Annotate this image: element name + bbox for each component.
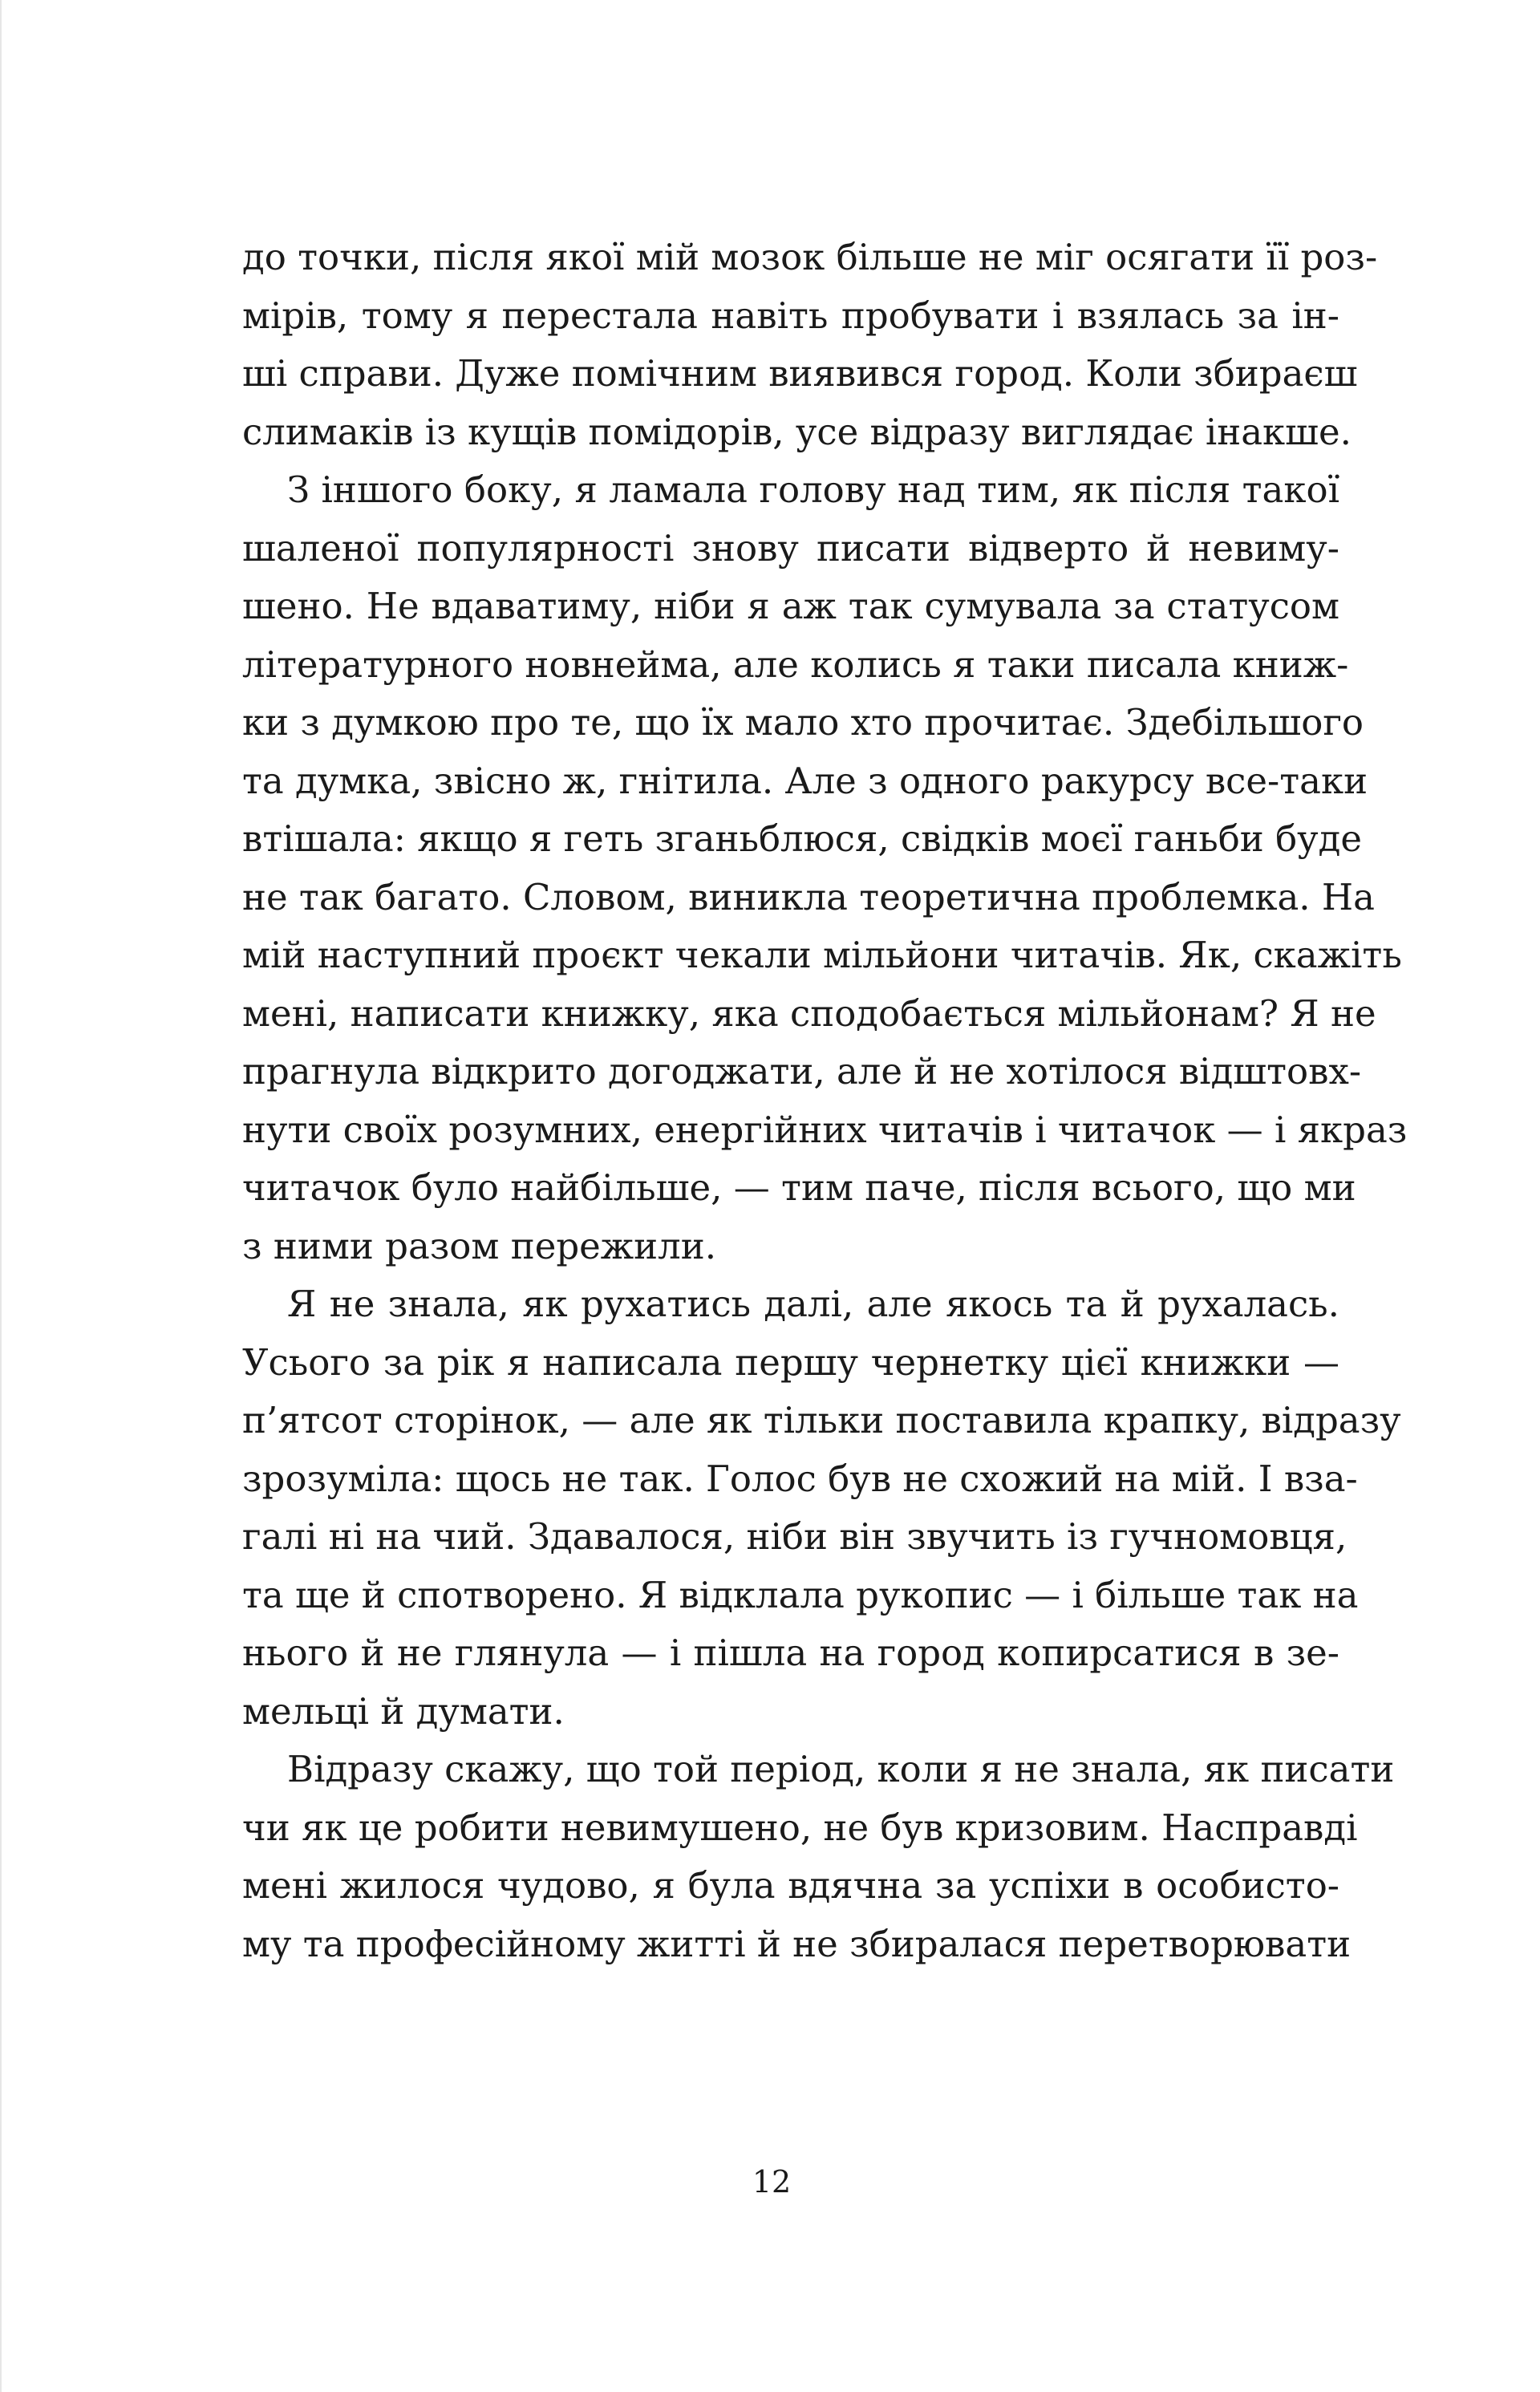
paragraph [242,1741,1395,1973]
text-line: шено. Не вдаватиму, ніби я аж так сумувала за статусом [242,585,1339,627]
page-number: 12 [752,2164,792,2199]
text-line: читачок було найбільше, — тим паче, після всього, що ми [242,1166,1356,1209]
text-line: з ними разом пережили. [242,1224,717,1267]
text-line: мені жилося чудово, я була вдячна за успіхи в особисто- [242,1864,1339,1907]
text-line: Усього за рік я написала першу чернетку цієї книжки — [242,1340,1339,1384]
text-line: галі ні на чий. Здавалося, ніби він звучить із гучномовця, [242,1515,1348,1558]
paragraph [242,461,1408,1275]
text-line: прагнула відкрито догоджати, але й не хотілося відштовх- [242,1050,1362,1093]
text-line: ші справи. Дуже помічним виявився город. Коли збираєш [242,352,1358,395]
text-line: мірів, тому я перестала навіть пробувати і взялась за ін- [242,294,1339,337]
text-line: мені, написати книжку, яка сподобається мільйонам? Я не [242,991,1376,1035]
text-line: ки з думкою про те, що їх мало хто прочитає. Здебільшого [242,701,1364,744]
text-line: му та професійному житті й не збиралася перетворювати [242,1922,1352,1965]
text-line: Я не знала, як рухатись далі, але якось та й рухалась. [287,1283,1339,1325]
text-line: мій наступний проєкт чекали мільйони читачів. Як, скажіть [242,934,1402,976]
text-line: нього й не глянула — і пішла на город копирсатися в зе- [242,1632,1339,1674]
paragraph [242,1275,1401,1741]
text-line: мельці й думати. [242,1689,565,1733]
text-line: слимаків із кущів помідорів, усе відразу виглядає інакше. [242,410,1352,453]
text-line: до точки, після якої мій мозок більше не міг осягати її роз- [242,236,1378,278]
text-line: не так багато. Словом, виникла теоретична проблемка. На [242,875,1375,918]
body-text [242,229,1408,1973]
text-line: З іншого боку, я ламала голову над тим, як після такої [287,468,1339,511]
text-line: літературного новнейма, але колись я таки писала книж- [242,643,1349,686]
text-line: шаленої популярності знову писати відверто й невиму- [242,526,1339,570]
text-line: Відразу скажу, що той період, коли я не знала, як писати [287,1748,1395,1790]
text-line: зрозуміла: щось не так. Голос був не схожий на мій. І вза- [242,1457,1358,1500]
text-line: п’ятсот сторінок, — але як тільки поставила крапку, відразу [242,1399,1401,1441]
text-line: та ще й спотворено. Я відклала рукопис — і більше так на [242,1573,1359,1616]
paragraph [242,229,1378,461]
text-line: нути своїх розумних, енергійних читачів і читачок — і якраз [242,1108,1408,1151]
text-line: втішала: якщо я геть зганьблюся, свідків моєї ганьби буде [242,817,1362,860]
text-line: та думка, звісно ж, гнітила. Але з одного ракурсу все-таки [242,759,1368,802]
text-line: чи як це робити невимушено, не був кризовим. Насправді [242,1806,1358,1849]
